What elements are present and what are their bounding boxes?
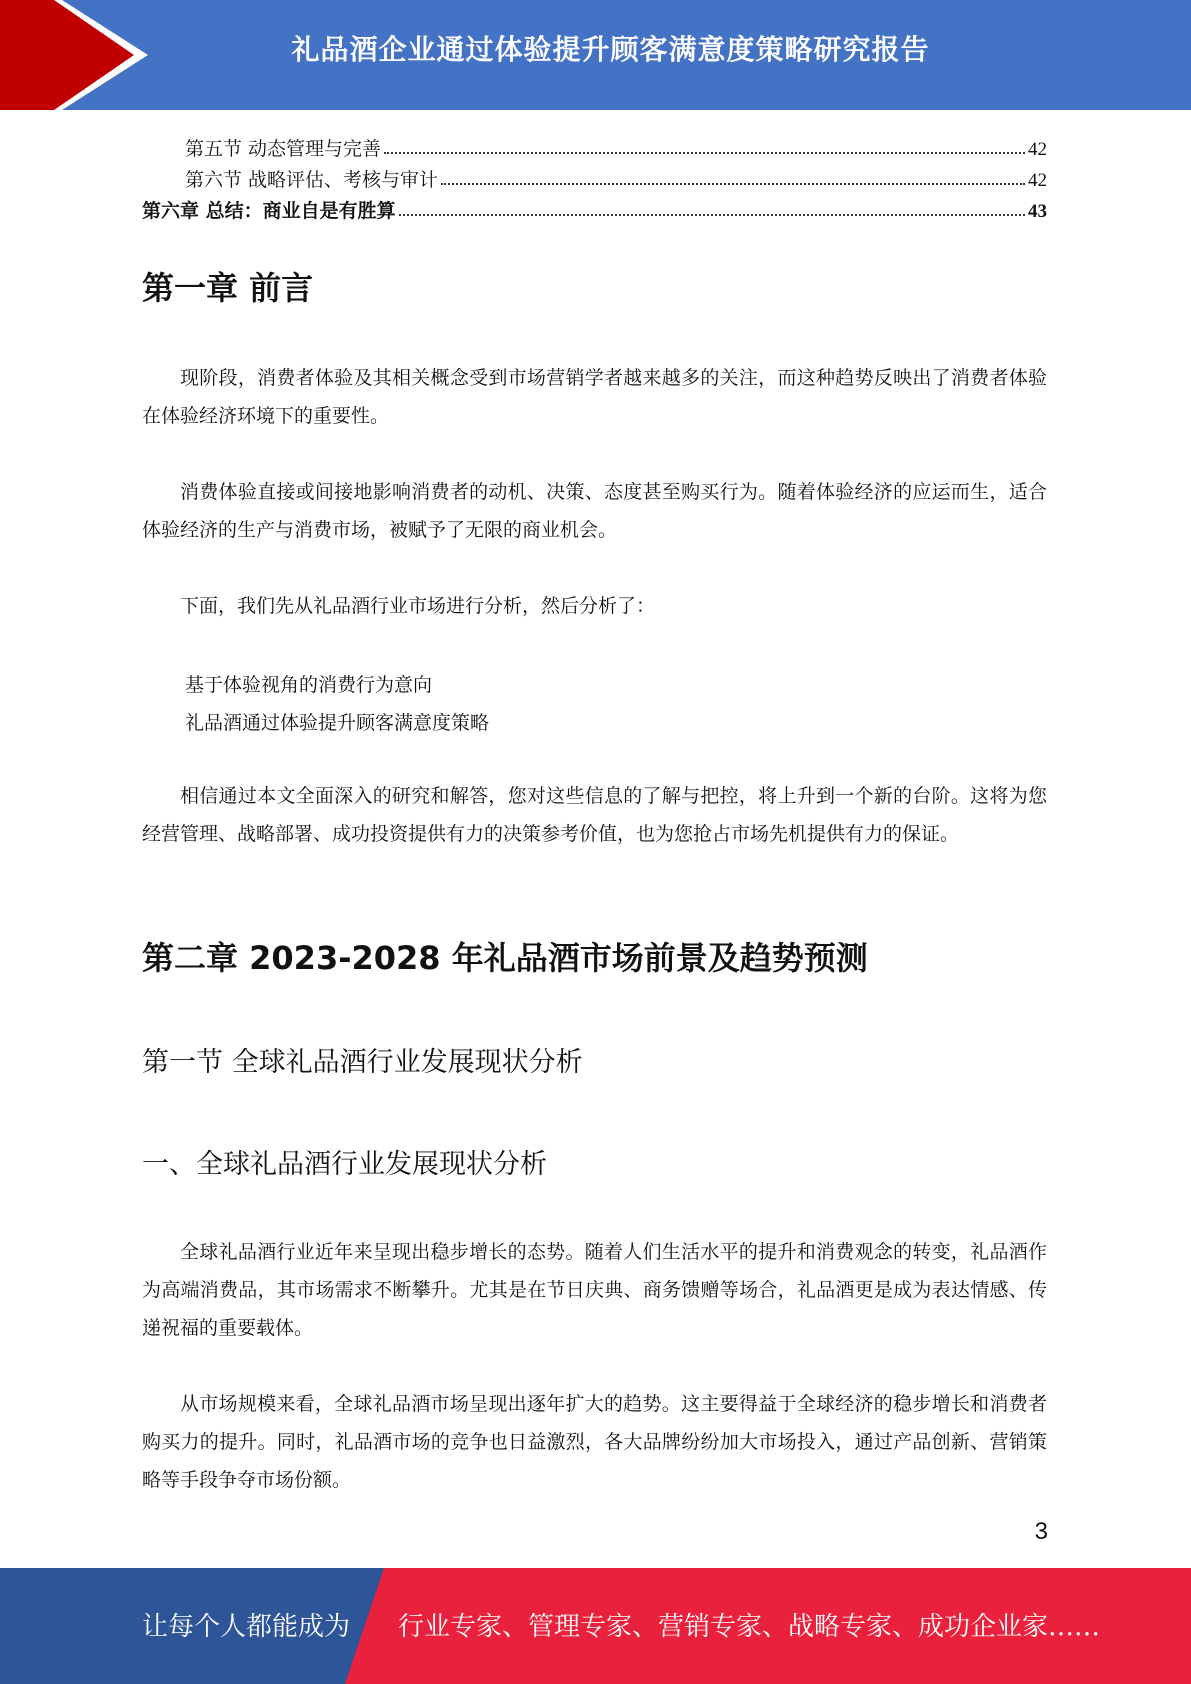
page-footer (0, 1568, 1191, 1684)
chapter-2-paragraph-2: 从市场规模来看，全球礼品酒市场呈现出逐年扩大的趋势。这主要得益于全球经济的稳步增长和消费者购买力的提升。同时，礼品酒市场的竞争也日益激烈，各大品牌纷纷加大市场投入，通过产品创新、营销策略等手段争夺市场份额。 (142, 1393, 1047, 1491)
chapter-1-paragraph-1: 现阶段，消费者体验及其相关概念受到市场营销学者越来越多的关注，而这种趋势反映出了消费者体验在体验经济环境下的重要性。 (142, 367, 1047, 427)
table-of-contents (142, 130, 1047, 223)
toc-entry-title: 第六节 战略评估、考核与审计 (185, 169, 439, 191)
toc-entry-chapter[interactable] (142, 192, 1047, 223)
toc-leader-dots (384, 152, 1025, 154)
footer-slogan-right: 行业专家、管理专家、营销专家、战略专家、成功企业家…… (398, 1612, 1101, 1642)
chapter-1-list-item: 基于体验视角的消费行为意向 (185, 674, 433, 696)
chapter-2-paragraph-1: 全球礼品酒行业近年来呈现出稳步增长的态势。随着人们生活水平的提升和消费观念的转变，礼品酒作为高端消费品，其市场需求不断攀升。尤其是在节日庆典、商务馈赠等场合，礼品酒更是成为表达情感、传递祝福的重要载体。 (142, 1241, 1047, 1339)
chapter-1-heading: 第一章 前言 (142, 269, 314, 307)
toc-entry-page: 42 (1028, 170, 1047, 191)
toc-entry[interactable] (142, 161, 1047, 192)
chapter-1-list-item: 礼品酒通过体验提升顾客满意度策略 (185, 712, 490, 734)
chapter-1-paragraph-3: 下面，我们先从礼品酒行业市场进行分析，然后分析了： (180, 595, 656, 617)
section-heading: 第一节 全球礼品酒行业发展现状分析 (142, 1047, 583, 1078)
toc-entry[interactable] (142, 130, 1047, 161)
toc-entry-page: 42 (1028, 139, 1047, 160)
toc-entry-title: 第五节 动态管理与完善 (185, 138, 382, 160)
page-number: 3 (1034, 1518, 1048, 1545)
report-title: 礼品酒企业通过体验提升顾客满意度策略研究报告 (291, 33, 930, 66)
toc-leader-dots (441, 183, 1025, 185)
toc-entry-page: 43 (1028, 201, 1047, 222)
subsection-heading: 一、全球礼品酒行业发展现状分析 (142, 1149, 547, 1180)
chapter-2-heading: 第二章 2023-2028 年礼品酒市场前景及趋势预测 (142, 939, 868, 977)
toc-leader-dots (399, 214, 1025, 216)
chapter-1-paragraph-4: 相信通过本文全面深入的研究和解答，您对这些信息的了解与把控，将上升到一个新的台阶。这将为您经营管理、战略部署、成功投资提供有力的决策参考价值，也为您抢占市场先机提供有力的保证。 (142, 785, 1047, 845)
chapter-1-paragraph-2: 消费体验直接或间接地影响消费者的动机、决策、态度甚至购买行为。随着体验经济的应运而生，适合体验经济的生产与消费市场，被赋予了无限的商业机会。 (142, 481, 1047, 541)
footer-slogan-left: 让每个人都能成为 (142, 1612, 351, 1642)
toc-entry-title: 第六章 总结：商业自是有胜算 (142, 200, 396, 222)
page-header (0, 0, 1191, 110)
